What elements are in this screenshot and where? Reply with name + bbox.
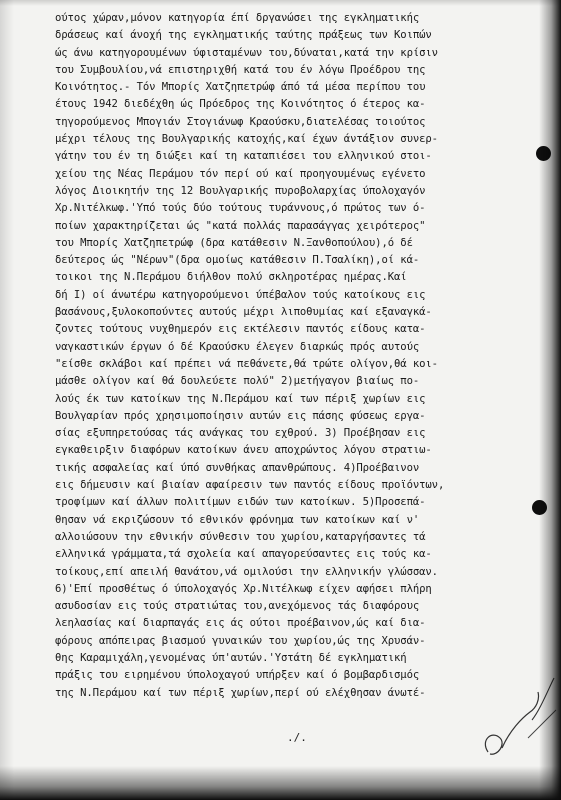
scan-shadow-top	[0, 0, 561, 6]
text-line: του Συμβουλίου,νά επιστηριχθή κατά του έν λόγω Προέδρου της	[55, 63, 426, 76]
text-line: μάσθε ολίγον καί θά δουλεύετε πολύ" 2)μετήγαγον βιαίως πο-	[55, 375, 420, 388]
text-line: χείου της Νέας Περάμου τόν περί ού καί προηγουμένως εγένετο	[55, 167, 426, 180]
text-line: ώς άνω κατηγορουμένων ύφισταμένων του,δύναται,κατά την κρίσιν	[55, 46, 438, 59]
text-line: πράξις του ειρημένου ύπολοχαγού υπήρξεν καί ό βομβαρδισμός	[55, 669, 420, 682]
text-line: του Μπορίς Χατζηπετρώφ (δρα κατάθεσιν Ν.Ξανθοπούλου),ό δέ	[55, 236, 413, 249]
text-line: μέχρι τέλους της Βουλγαρικής κατοχής,καί έχων άντάξιον συνερ-	[55, 133, 438, 146]
page-continuation-mark: ./.	[287, 731, 307, 744]
text-line: τικής ασφαλείας καί ύπό συνθήκας απανθρώπους. 4)Προέβαινον	[55, 461, 420, 474]
text-line: θησαν νά εκριζώσουν τό εθνικόν φρόνημα των κατοίκων καί ν'	[55, 513, 420, 526]
text-line: ζοντες τούτους νυχθημερόν εις εκτέλεσιν παντός είδους κατα-	[55, 323, 426, 336]
text-line: τοίκους,επί απειλή θανάτου,νά ομιλούσι την ελληνικήν γλώσσαν.	[55, 565, 438, 578]
text-line: Χρ.Νιτέλκωφ.'Υπό τούς δύο τούτους τυράννους,ό πρώτος των ό-	[55, 202, 426, 215]
text-line: εγκαθειρξιν διαφόρων κατοίκων άνευ αποχρώντος λόγου στρατιω-	[55, 444, 432, 457]
text-line: Κοινότητος.- Τόν Μπορίς Χατζηπετρώφ άπό τά μέσα περίπου του	[55, 81, 426, 94]
text-line: τηγορούμενος Μπογιάν Στογιάνωφ Κραούσκυ,διατελέσας τοιούτος	[55, 115, 426, 128]
text-line: εις δήμευσιν καί βιαίαν αφαίρεσιν των παντός είδους προϊόντων,	[55, 479, 445, 492]
text-line: ποίων χαρακτηρίζεται ώς "κατά πολλάς παρασάγγας χειρότερος"	[55, 219, 426, 232]
text-line: γάτην του έν τη διώξει καί τη καταπιέσει του ελληνικού στοι-	[55, 150, 432, 163]
text-line: σίας εξυπηρετούσας τάς ανάγκας του εχθρού. 3) Προέβησαν εις	[55, 427, 426, 440]
text-line: τοικοι της Ν.Περάμου διήλθον πολύ σκληροτέρας ημέρας.Καί	[55, 271, 407, 284]
text-line: 6)'Επί προσθέτως ό ύπολοχαγός Χρ.Νιτέλκωφ είχεν αφήσει πλήρη	[55, 582, 432, 595]
text-line: ναγκαστικών έργων ό δέ Κραούσκυ έλεγεν διαρκώς πρός αυτούς	[55, 340, 420, 353]
typed-text-body	[55, 10, 515, 702]
text-line: "είσθε σκλάβοι καί πρέπει νά πεθάνετε,θά τρώτε ολίγον,θά κοι-	[55, 357, 438, 370]
scan-shadow-left	[0, 0, 14, 800]
text-line: θης Καραμιχάλη,γενομένας ύπ'αυτών.'Υστάτη δέ εγκληματική	[55, 651, 407, 664]
text-line: δή I) οί άνωτέρω κατηγορούμενοι ύπέβαλον τούς κατοίκους εις	[55, 288, 426, 301]
text-line: βασάνους,ξυλοκοπούντες αυτούς μέχρι λιποθυμίας καί εξαναγκά-	[55, 306, 432, 319]
text-line: λόγος Διοικητήν της 12 Βουλγαρικής πυροβολαρχίας ύπολοχαγόν	[55, 184, 426, 197]
text-line: αλλοιώσουν την εθνικήν σύνθεσιν του χωρίου,καταργήσαντες τά	[55, 530, 426, 543]
text-line: δράσεως καί άνοχή της εγκληματικής ταύτης πράξεως των Κοιπών	[55, 29, 432, 42]
scan-shadow-right	[539, 0, 561, 800]
text-line: της Ν.Περάμου καί των πέριξ χωρίων,περί ού ελέχθησαν άνωτέ-	[55, 686, 426, 699]
text-line: ούτος χώραν,μόνον κατηγορία έπί δργανώσει της εγκληματικής	[55, 12, 420, 24]
text-line: ελληνικά γράμματα,τά σχολεία καί απαγορεύσαντες εις τούς κα-	[55, 548, 432, 561]
text-line: φόρους απόπειρας βιασμού γυναικών του χωρίου,ώς της Χρυσάν-	[55, 634, 426, 647]
text-line: ασυδοσίαν εις τούς στρατιώτας του,ανεχόμενος τάς διαφόρους	[55, 600, 420, 613]
text-line: δεύτερος ώς "Νέρων"(δρα ομοίως κατάθεσιν Π.Τσαλίκη),οί κά-	[55, 254, 420, 267]
text-line: λούς έκ των κατοίκων της Ν.Περάμου καί των πέριξ χωρίων εις	[55, 392, 426, 405]
text-line: τροφίμων καί άλλων πολιτίμων ειδών των κατοίκων. 5)Προσεπά-	[55, 496, 426, 509]
text-line: έτους 1942 διεδέχθη ώς Πρόεδρος της Κοινότητος ό έτερος κα-	[55, 98, 426, 111]
text-line: Βουλγαρίαν πρός χρησιμοποίησιν αυτών εις πάσης φύσεως εργα-	[55, 409, 426, 422]
text-line: λεηλασίας καί διαρπαγάς εις άς ούτοι προέβαινον,ώς καί δια-	[55, 617, 426, 630]
scan-shadow-bottom	[0, 766, 561, 800]
